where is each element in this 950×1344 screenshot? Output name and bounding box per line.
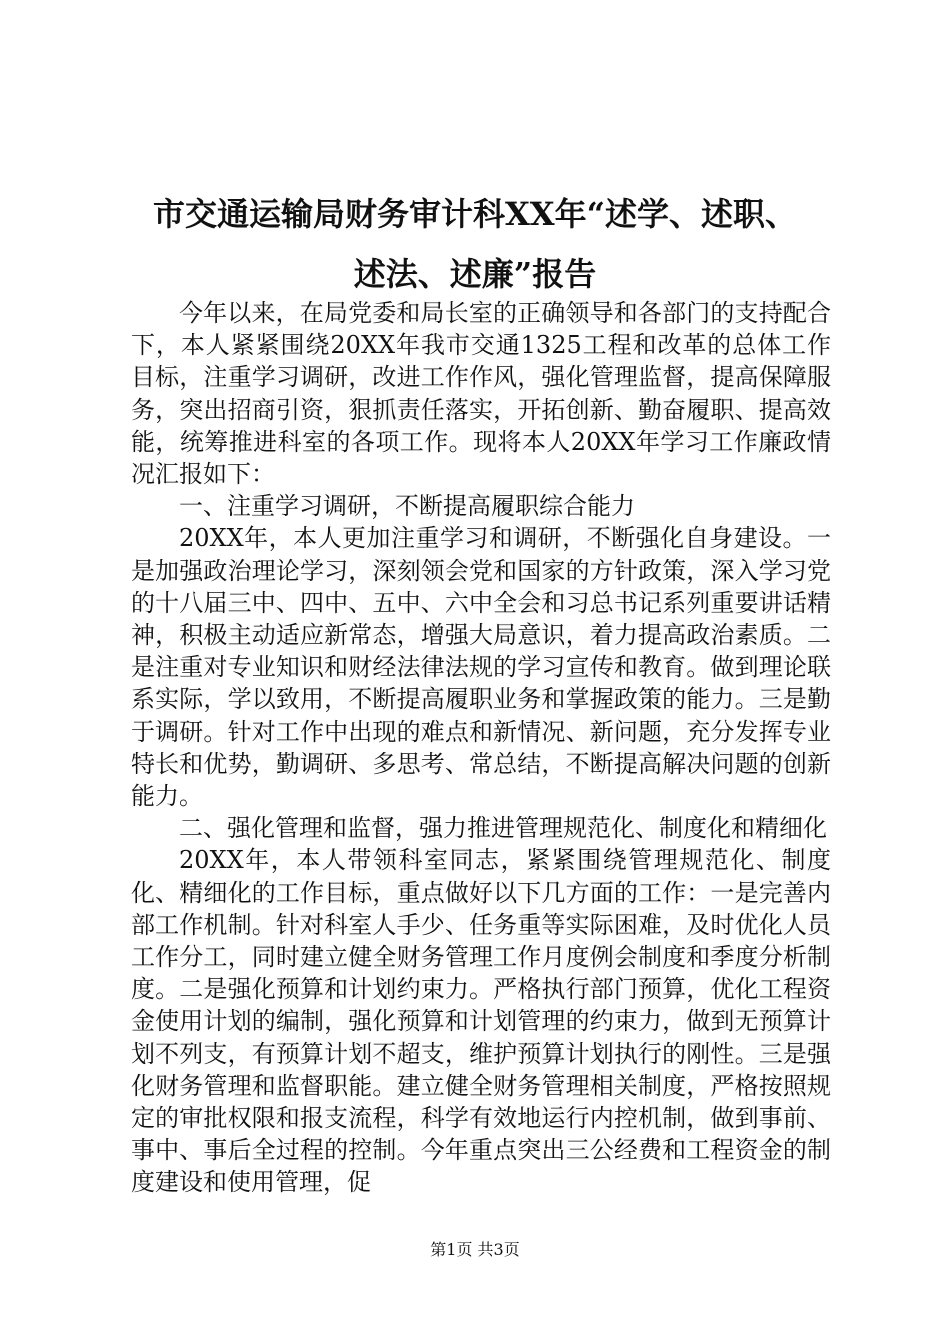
document-title [120, 184, 830, 304]
paragraph-intro: 今年以来，在局党委和局长室的正确领导和各部门的支持配合下，本人紧紧围绕20XX年我市交通1325工程和改革的总体工作目标，注重学习调研，改进工作作风，强化管理监督，提高保障服务，突出招商引资，狠抓责任落实，开拓创新、勤奋履职、提高效能，统筹推进科室的各项工作。现将本人20XX年学习工作廉政情况汇报如下： [131, 299, 831, 489]
title-line-1: 市交通运输局财务审计科XX年“述学、述职、 [152, 195, 798, 233]
section-heading-2: 二、强化管理和监督，强力推进管理规范化、制度化和精细化 [179, 814, 827, 843]
paragraph-section-1: 20XX年，本人更加注重学习和调研，不断强化自身建设。一是加强政治理论学习，深刻领会党和国家的方针政策，深入学习党的十八届三中、四中、五中、六中全会和习总书记系列重要讲话精神，积极主动适应新常态，增强大局意识，着力提高政治素质。二是注重对专业知识和财经法律法规的学习宣传和教育。做到理论联系实际，学以致用，不断提高履职业务和掌握政策的能力。三是勤于调研。针对工作中出现的难点和新情况、新问题，充分发挥专业特长和优势，勤调研、多思考、常总结，不断提高解决问题的创新能力。 [131, 524, 831, 811]
title-line-2: 述法、述廉”报告 [353, 255, 597, 293]
document-body [131, 297, 831, 1199]
paragraph-section-2: 20XX年，本人带领科室同志，紧紧围绕管理规范化、制度化、精细化的工作目标，重点做好以下几方面的工作：一是完善内部工作机制。针对科室人手少、任务重等实际困难，及时优化人员工作分工，同时建立健全财务管理工作月度例会制度和季度分析制度。二是强化预算和计划约束力。严格执行部门预算，优化工程资金使用计划的编制，强化预算和计划管理的约束力，做到无预算计划不列支，有预算计划不超支，维护预算计划执行的刚性。三是强化财务管理和监督职能。建立健全财务管理相关制度，严格按照规定的审批权限和报支流程，科学有效地运行内控机制，做到事前、事中、事后全过程的控制。今年重点突出三公经费和工程资金的制度建设和使用管理，促 [131, 846, 831, 1197]
section-heading-1: 一、注重学习调研，不断提高履职综合能力 [179, 492, 635, 521]
page-footer: 第1页 共3页 [430, 1240, 520, 1259]
